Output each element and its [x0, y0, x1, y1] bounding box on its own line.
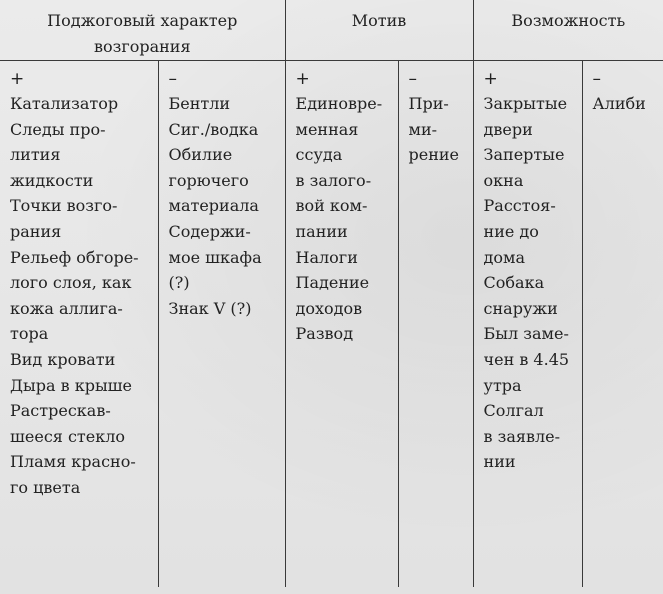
column-sign: + [10, 69, 25, 89]
list-item: материала [168, 196, 259, 216]
body-row [0, 61, 663, 588]
list-item: Сиг./водка [168, 119, 259, 139]
list-item: доходов [295, 298, 363, 318]
list-item: рение [408, 145, 460, 165]
list-item: Алиби [592, 94, 646, 113]
list-item: жидкости [10, 170, 94, 190]
list-item: Содержи- [168, 221, 251, 241]
list-item: Катализатор [10, 94, 119, 113]
list-item: лития [10, 145, 61, 165]
column-character-plus [0, 61, 158, 588]
list-item: вой ком- [295, 196, 368, 216]
list-item: дома [483, 247, 525, 267]
list-item: Запертые [483, 145, 565, 165]
list-item: Вид кровати [10, 349, 116, 369]
list-item: Рельеф обгоре- [10, 247, 139, 267]
column-sign: – [592, 69, 602, 89]
list-item: го цвета [10, 477, 81, 497]
column-list [484, 91, 576, 475]
list-item: Падение [295, 273, 370, 293]
list-item: кожа аллига- [10, 298, 123, 318]
column-character-minus [158, 61, 285, 588]
list-item: Расстоя- [483, 196, 556, 216]
list-item: горючего [168, 170, 249, 190]
column-list [409, 91, 467, 168]
list-item: мое шкафа [168, 247, 262, 267]
list-item: Закрытые [483, 94, 568, 113]
list-item: двери [483, 119, 533, 139]
list-item: Обилие [168, 145, 233, 165]
list-item: Следы про- [10, 119, 106, 139]
column-sign: + [483, 69, 498, 89]
list-item: пании [295, 221, 348, 241]
column-opportunity-plus [473, 61, 582, 588]
header-motive: Мотив [285, 0, 473, 61]
list-item: нии [483, 452, 516, 472]
header-opportunity: Возможность [473, 0, 663, 61]
list-item: (?) [168, 273, 190, 293]
column-list [10, 91, 152, 501]
header-arson-character-line2: возгорания [93, 37, 191, 56]
list-item: чен в 4.45 [483, 349, 570, 369]
header-arson-character [0, 0, 285, 61]
list-item: Солгал [483, 401, 544, 421]
list-item: окна [483, 170, 524, 190]
list-item: в залого- [295, 170, 372, 190]
column-sign: – [168, 69, 177, 89]
list-item: Развод [295, 324, 354, 344]
list-item: ние до [483, 221, 539, 241]
column-list [593, 91, 658, 117]
list-item: менная [295, 119, 359, 139]
column-list [296, 91, 392, 347]
list-item: снаружи [483, 298, 558, 318]
column-opportunity-minus [582, 61, 663, 588]
list-item: Дыра в крыше [10, 375, 133, 395]
list-item: Налоги [295, 247, 358, 267]
list-item: ссуда [295, 145, 343, 165]
header-row [0, 0, 663, 61]
header-arson-character-line1: Поджоговый характер [47, 11, 238, 30]
list-item: рания [10, 221, 62, 241]
column-motive-minus [398, 61, 473, 588]
list-item: Знак V (?) [168, 298, 252, 318]
list-item: лого слоя, как [10, 273, 132, 293]
list-item: Растрескав- [10, 401, 111, 421]
list-item: шееся стекло [10, 426, 126, 446]
list-item: Собака [483, 273, 545, 293]
column-sign: + [295, 69, 310, 89]
list-item: Единовре- [295, 94, 383, 113]
column-sign: – [408, 69, 418, 89]
list-item: Бентли [168, 94, 231, 113]
list-item: тора [10, 324, 49, 344]
list-item: ми- [408, 119, 438, 139]
list-item: Точки возго- [10, 196, 118, 216]
column-list [169, 91, 279, 321]
list-item: При- [408, 94, 449, 113]
column-motive-plus [285, 61, 398, 588]
list-item: Пламя красно- [10, 452, 136, 472]
list-item: Был заме- [483, 324, 569, 344]
list-item: утра [483, 375, 522, 395]
list-item: в заявле- [483, 426, 561, 446]
